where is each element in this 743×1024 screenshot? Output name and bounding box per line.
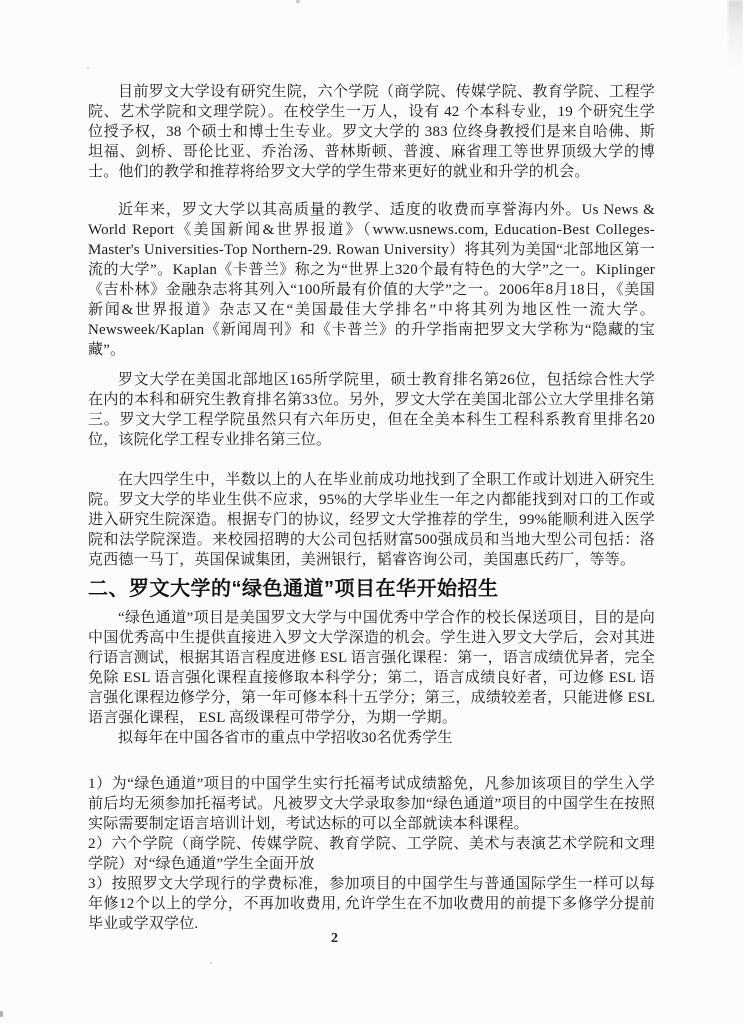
paragraph-annual-enrollment: 拟每年在中国各省市的重点中学招收30名优秀学生	[118, 730, 453, 746]
scan-speck-artifact	[210, 962, 212, 964]
list-item-toefl-exemption: 1）为“绿色通道”项目的中国学生实行托福考试成绩豁免，凡参加该项目的学生入学前后均无须参加托福考试。凡被罗文大学录取参加“绿色通道”项目的中国学生在按照实际需要制定语言培训计划，考试达标的可以全部就读本科课程。	[88, 776, 655, 832]
paragraph-colleges-overview: 目前罗文大学设有研究生院，六个学院（商学院、传媒学院、教育学院、工程学院、艺术学院和文理学院）。在校学生一万人，设有 42 个本科专业，19 个研究生学位授予权，38 个硕士和博士生专业。罗文大学的 383 位终身教授们是来自哈佛、斯坦福、剑桥、哥伦比亚、乔治汤、普林斯顿、普渡、麻省理工等世界顶级大学的博士。他们的教学和推荐将给罗文大学的学生带来更好的就业和升学的机会。	[88, 84, 655, 180]
page-number: 2	[331, 931, 338, 946]
paragraph-reputation-rankings: 近年来，罗文大学以其高质量的教学、适度的收费而享誉海内外。Us News & World Report《美国新闻&世界报道》（www.usnews.com, Education-Best Colleges-Master's Universities-Top Northern-29. Rowan University）将其列为美国“北部地区第一流的大学”。Kaplan《卡普兰》称之为“世界上320个最有特色的大学”之一。Kiplinger《吉朴林》金融杂志将其列入“100所最有价值的大学”之一。2006年8月18日，《美国新闻&世界报道》杂志又在“美国最佳大学排名”中将其列为地区性一流大学。Newsweek/Kaplan《新闻周刊》和《卡普兰》的升学指南把罗文大学称为“隐藏的宝藏”。	[88, 202, 655, 358]
scan-speck-artifact	[0, 1011, 3, 1017]
paragraph-graduate-employment: 在大四学生中，半数以上的人在毕业前成功地找到了全职工作或计划进入研究生院。罗文大学的毕业生供不应求，95%的大学毕业生一年之内都能找到对口的工作或进入研究生院深造。根据专门的协议，经罗文大学推荐的学生，99%能顺利进入医学院和法学院深造。来校园招聘的大公司包括财富500强成员和当地大型公司包括：洛克西德一马丁，英国保诚集团，美洲银行，韬睿咨询公司，美国惠氏药厂，等等。	[88, 472, 655, 568]
scan-speck-artifact	[296, 0, 300, 3]
scan-smudge-artifact	[728, 0, 743, 72]
list-item-tuition-credit-policy: 3）按照罗文大学现行的学费标准，参加项目的中国学生与普通国际学生一样可以每年修12个以上的学分，不再加收费用, 允许学生在不加收费用的前提下多修学分提前毕业或学双学位.	[88, 876, 655, 932]
section-heading-green-channel: 二、罗文大学的“绿色通道”项目在华开始招生	[88, 578, 499, 600]
scan-speck-artifact	[87, 67, 89, 69]
paragraph-green-channel-intro: “绿色通道”项目是美国罗文大学与中国优秀中学合作的校长保送项目，目的是向中国优秀高中生提供直接进入罗文大学深造的机会。学生进入罗文大学后，会对其进行语言测试，根据其语言程度进修 ESL 语言强化课程：第一，语言成绩优异者，完全免除 ESL 语言强化课程直接修取本科学分；第二，语言成绩良好者，可边修 ESL 语言强化课程边修学分，第一年可修本科十五学分；第三，成绩较差者，只能进修 ESL 语言强化课程， ESL 高级课程可带学分，为期一学期。	[88, 610, 655, 726]
list-item-six-colleges-open: 2）六个学院（商学院、传媒学院、教育学院、工学院、美术与表演艺术学院和文理学院）对“绿色通道”学生全面开放	[88, 836, 655, 872]
green-channel-policy-list	[88, 774, 655, 934]
paragraph-regional-rankings: 罗文大学在美国北部地区165所学院里，硕士教育排名第26位，包括综合性大学在内的本科和研究生教育排名第33位。另外，罗文大学在美国北部公立大学里排名第三。罗文大学工程学院虽然只有六年历史，但在全美本科生工程科系教育里排名20位，该院化学工程专业排名第三位。	[88, 372, 655, 448]
